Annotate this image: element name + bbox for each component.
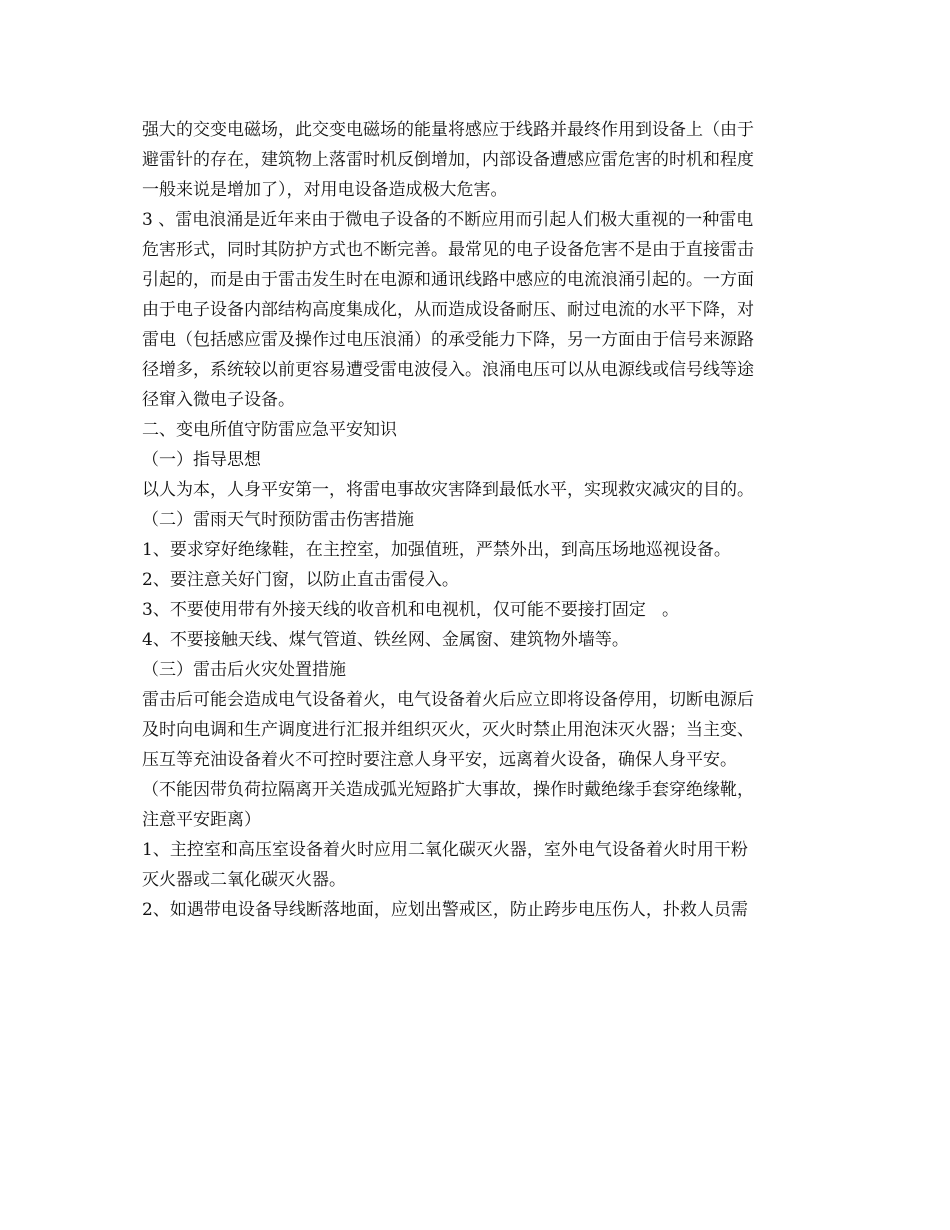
text-line: 3 、雷电浪涌是近年来由于微电子设备的不断应用而引起人们极大重视的一种雷电: [142, 210, 754, 230]
paragraph-lightning-surge: [142, 205, 812, 415]
subsection-heading-guiding: （一）指导思想: [142, 450, 261, 470]
text-line: 径窜入微电子设备。: [142, 390, 295, 410]
paragraph-induced-lightning: [142, 115, 812, 205]
list-item: 1、主控室和高压室设备着火时应用二氧化碳灭火器，室外电气设备着火时用干粉: [142, 840, 748, 860]
prevention-list: [142, 535, 812, 655]
text-line: 引起的，而是由于雷击发生时在电源和通讯线路中感应的电流浪涌引起的。一方面: [142, 270, 754, 290]
text-line: 雷电（包括感应雷及操作过电压浪涌）的承受能力下降，另一方面由于信号来源路: [142, 330, 754, 350]
text-line: 危害形式，同时其防护方式也不断完善。最常见的电子设备危害不是由于直接雷击: [142, 240, 754, 260]
list-item: 4、不要接触天线、煤气管道、铁丝网、金属窗、建筑物外墙等。: [142, 630, 629, 650]
subsection-heading-fire: （三）雷击后火灾处置措施: [142, 660, 346, 680]
text-line: 雷击后可能会造成电气设备着火，电气设备着火后应立即将设备停用，切断电源后: [142, 690, 754, 710]
section-heading: 二、变电所值守防雷应急平安知识: [142, 420, 397, 440]
text-line: （不能因带负荷拉隔离开关造成弧光短路扩大事故，操作时戴绝缘手套穿绝缘靴，: [142, 780, 754, 800]
list-item: 灭火器或二氧化碳灭火器。: [142, 870, 346, 890]
text-line: 及时向电调和生产调度进行汇报并组织灭火，灭火时禁止用泡沫灭火器；当主变、: [142, 720, 754, 740]
guiding-text: 以人为本，人身平安第一，将雷电事故灾害降到最低水平，实现救灾减灾的目的。: [142, 480, 754, 500]
text-line: 强大的交变电磁场，此交变电磁场的能量将感应于线路并最终作用到设备上（由于: [142, 120, 754, 140]
fire-item-1: [142, 835, 812, 895]
paragraph-fire-response: [142, 685, 812, 775]
list-item: 1、要求穿好绝缘鞋，在主控室，加强值班，严禁外出，到高压场地巡视设备。: [142, 540, 731, 560]
text-line: 压互等充油设备着火不可控时要注意人身平安，远离着火设备，确保人身平安。: [142, 750, 737, 770]
list-item: 2、如遇带电设备导线断落地面，应划出警戒区，防止跨步电压伤人，扑救人员需: [142, 900, 748, 920]
fire-item-2: [142, 895, 812, 925]
text-line: 径增多，系统较以前更容易遭受雷电波侵入。浪涌电压可以从电源线或信号线等途: [142, 360, 754, 380]
text-line: 一般来说是增加了），对用电设备造成极大危害。: [142, 180, 508, 200]
subsection-heading-prevention: （二）雷雨天气时预防雷击伤害措施: [142, 510, 414, 530]
paragraph-fire-note: [142, 775, 812, 835]
list-item: 3、不要使用带有外接天线的收音机和电视机，仅可能不要接打固定 。: [142, 600, 680, 620]
text-line: 避雷针的存在，建筑物上落雷时机反倒增加，内部设备遭感应雷危害的时机和程度: [142, 150, 754, 170]
text-line: 注意平安距离）: [142, 810, 261, 830]
document-body: [142, 115, 812, 925]
list-item: 2、要注意关好门窗，以防止直击雷侵入。: [142, 570, 459, 590]
text-line: 由于电子设备内部结构高度集成化，从而造成设备耐压、耐过电流的水平下降，对: [142, 300, 754, 320]
